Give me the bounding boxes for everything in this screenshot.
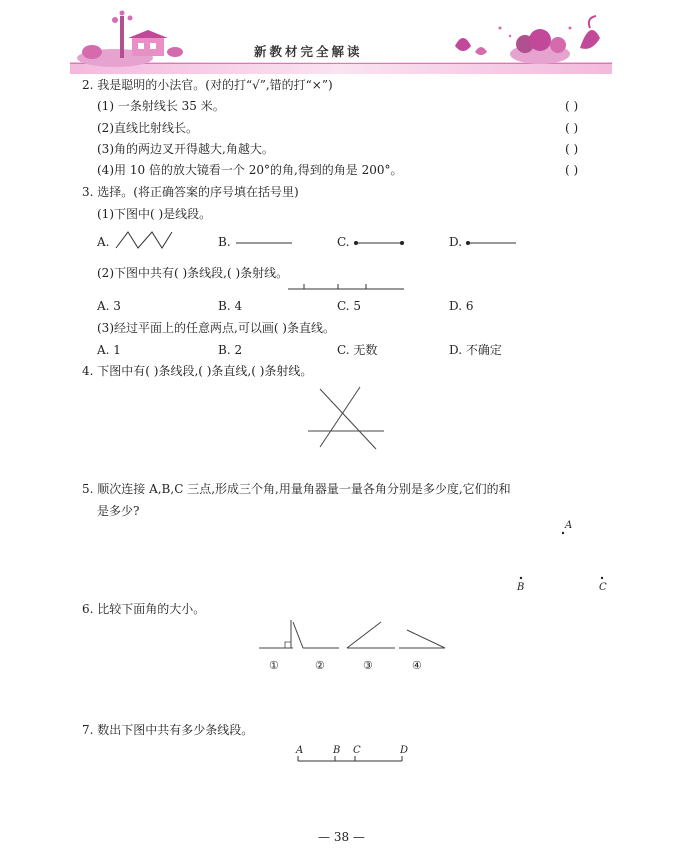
segments-count-figure xyxy=(286,280,406,294)
q2-answer-blank-1[interactable]: ( ) xyxy=(565,99,579,113)
q7-point-c: C xyxy=(353,745,361,756)
q2-answer-blank-4[interactable]: ( ) xyxy=(565,163,579,177)
q3-sub2-option-a[interactable]: A. 3 xyxy=(97,299,121,313)
q5-text-line1: 5. 顺次连接 A,B,C 三点,形成三个角,用量角器量一量各角分别是多少度,它们的和 xyxy=(82,482,511,496)
q3-sub1-option-c-label[interactable]: C. xyxy=(337,235,350,249)
angle-2-label: ② xyxy=(315,659,325,672)
q5-text-line2: 是多少? xyxy=(97,504,140,518)
q7-point-d: D xyxy=(400,745,409,756)
q4-title: 4. 下图中有( )条线段,( )条直线,( )条射线。 xyxy=(82,364,313,378)
q6-title: 6. 比较下面角的大小。 xyxy=(82,602,206,616)
q2-answer-blank-2[interactable]: ( ) xyxy=(565,121,579,135)
q2-item-2: (2)直线比射线长。 xyxy=(97,121,198,135)
q3-sub3-option-b[interactable]: B. 2 xyxy=(218,343,243,357)
q2-item-1: (1) 一条射线长 35 米。 xyxy=(97,99,225,113)
q3-title: 3. 选择。(将正确答案的序号填在括号里) xyxy=(82,185,299,199)
straight-line-figure xyxy=(234,236,296,248)
segment-abcd-figure xyxy=(294,754,406,766)
q3-sub3-option-c[interactable]: C. 无数 xyxy=(337,343,378,357)
q7-title: 7. 数出下图中共有多少条线段。 xyxy=(82,723,254,737)
q2-answer-blank-3[interactable]: ( ) xyxy=(565,142,579,156)
point-b-label: B xyxy=(517,582,525,593)
q3-sub2-option-b[interactable]: B. 4 xyxy=(218,299,243,313)
angle-4-label: ④ xyxy=(412,659,422,672)
point-c-label: C xyxy=(599,582,607,593)
angle-1-figure xyxy=(259,620,293,648)
segment-figure xyxy=(352,236,408,248)
angle-4-figure xyxy=(399,630,445,648)
angle-figures xyxy=(255,618,450,654)
q3-sub2-option-d[interactable]: D. 6 xyxy=(449,299,474,313)
house-tree-illustration xyxy=(77,11,183,68)
q3-sub1-option-b-label[interactable]: B. xyxy=(218,235,231,249)
q3-sub1-option-d-label[interactable]: D. xyxy=(449,235,463,249)
q3-sub2-option-c[interactable]: C. 5 xyxy=(337,299,362,313)
angle-1-label: ① xyxy=(269,659,279,672)
ray-figure xyxy=(464,236,520,248)
q3-sub1-text: (1)下图中( )是线段。 xyxy=(97,207,212,221)
page-number: — 38 — xyxy=(318,830,365,844)
flower-illustration xyxy=(455,16,600,64)
q3-sub2-text: (2)下图中共有( )条线段,( )条射线。 xyxy=(97,266,289,280)
q2-title: 2. 我是聪明的小法官。(对的打“√”,错的打“×”) xyxy=(82,78,333,92)
q2-item-4: (4)用 10 倍的放大镜看一个 20°的角,得到的角是 200°。 xyxy=(97,163,403,177)
angle-3-figure xyxy=(347,622,395,648)
q7-point-a: A xyxy=(296,745,304,756)
angle-3-label: ③ xyxy=(363,659,373,672)
q7-point-b: B xyxy=(333,745,341,756)
q3-sub3-option-d[interactable]: D. 不确定 xyxy=(449,343,502,357)
angle-2-figure xyxy=(293,622,339,648)
header-title: 新教材完全解读 xyxy=(254,44,363,59)
crossing-lines-figure xyxy=(302,385,388,455)
zigzag-line-figure xyxy=(114,226,178,254)
q3-sub1-option-a-label[interactable]: A. xyxy=(97,235,110,249)
q3-sub3-text: (3)经过平面上的任意两点,可以画( )条直线。 xyxy=(97,321,335,335)
q2-item-3: (3)角的两边叉开得越大,角越大。 xyxy=(97,142,274,156)
point-a-label: A xyxy=(565,520,573,531)
q3-sub3-option-a[interactable]: A. 1 xyxy=(97,343,121,357)
